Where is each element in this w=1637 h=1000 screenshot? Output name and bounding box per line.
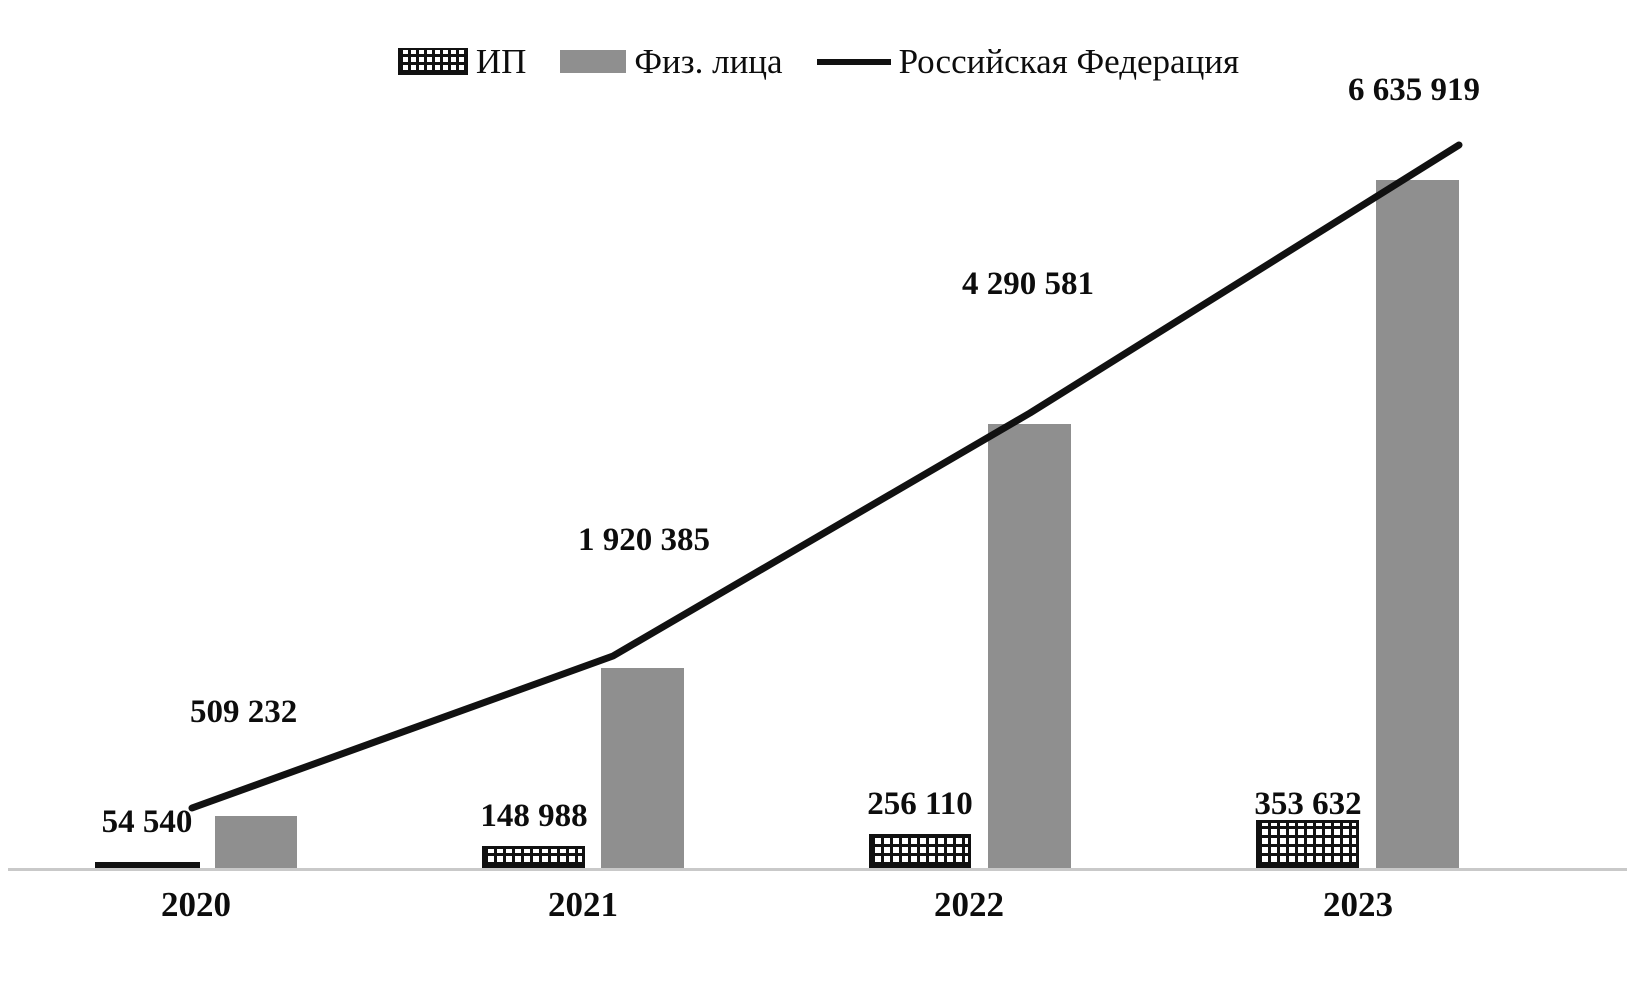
bar-ip-2023 bbox=[1256, 820, 1359, 868]
x-tick-2023: 2023 bbox=[1323, 885, 1393, 924]
x-axis-line bbox=[8, 868, 1627, 871]
x-tick-2020: 2020 bbox=[161, 885, 231, 924]
bar-fiz-2021 bbox=[601, 668, 684, 868]
bar-fiz-2023 bbox=[1376, 180, 1459, 868]
bar-label-ip-2020: 54 540 bbox=[101, 804, 193, 840]
legend-label-ip: ИП bbox=[475, 42, 527, 81]
x-tick-2021: 2021 bbox=[548, 885, 618, 924]
legend-label-rf: Российская Федерация bbox=[898, 42, 1240, 81]
line-label-rf-2021: 1 920 385 bbox=[578, 522, 710, 558]
line-label-rf-2023: 6 635 919 bbox=[1348, 72, 1480, 108]
line-label-rf-2022: 4 290 581 bbox=[962, 266, 1094, 302]
line-label-rf-2020: 509 232 bbox=[190, 694, 298, 730]
bar-ip-2022 bbox=[869, 834, 971, 868]
bar-label-ip-2023: 353 632 bbox=[1254, 786, 1362, 822]
bar-label-ip-2022: 256 110 bbox=[867, 786, 973, 822]
bar-ip-2020 bbox=[95, 862, 200, 868]
bar-label-ip-2021: 148 988 bbox=[480, 798, 588, 834]
bar-ip-2021 bbox=[482, 846, 585, 868]
legend-label-fiz-lica: Физ. лица bbox=[634, 42, 783, 81]
x-tick-2022: 2022 bbox=[934, 885, 1004, 924]
